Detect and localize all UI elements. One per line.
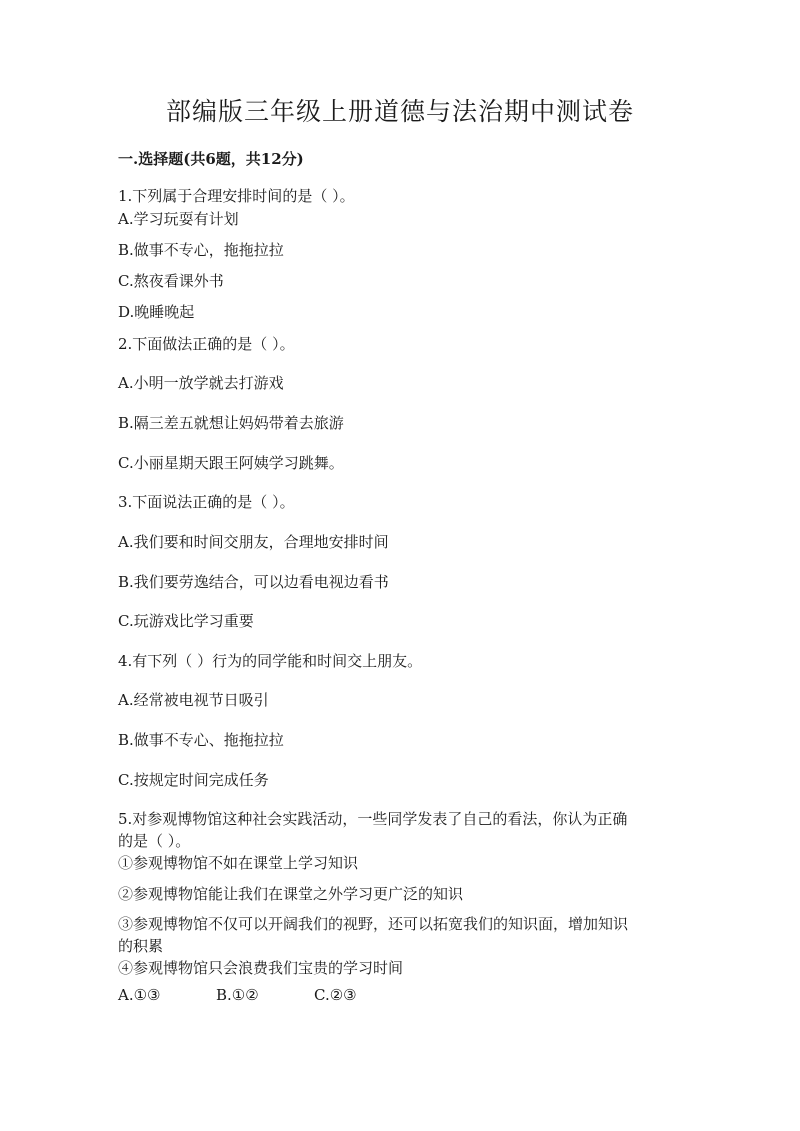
question-5-statement-3-line-2: 的积累 bbox=[118, 937, 164, 955]
question-5-statement-1: ①参观博物馆不如在课堂上学习知识 bbox=[118, 854, 359, 872]
page-title: 部编版三年级上册道德与法治期中测试卷 bbox=[165, 97, 634, 126]
question-3-option-a: A.我们要和时间交朋友，合理地安排时间 bbox=[118, 533, 389, 551]
question-2-option-b: B.隔三差五就想让妈妈带着去旅游 bbox=[118, 414, 344, 432]
question-2-stem: 2.下面做法正确的是（ ）。 bbox=[118, 335, 295, 353]
question-3-stem: 3.下面说法正确的是（ ）。 bbox=[118, 493, 295, 511]
question-5-statement-2: ②参观博物馆能让我们在课堂之外学习更广泛的知识 bbox=[118, 885, 464, 903]
question-1-option-c: C.熬夜看课外书 bbox=[118, 272, 224, 290]
question-5-stem-line-2: 的是（ ）。 bbox=[118, 832, 191, 850]
question-1-option-d: D.晚睡晚起 bbox=[118, 303, 195, 321]
question-4-option-b: B.做事不专心、拖拖拉拉 bbox=[118, 731, 284, 749]
question-1-option-b: B.做事不专心，拖拖拉拉 bbox=[118, 241, 284, 259]
question-5-option-a: A.①③ bbox=[118, 986, 161, 1004]
question-4-stem: 4.有下列（ ）行为的同学能和时间交上朋友。 bbox=[118, 652, 423, 670]
question-2-option-a: A.小明一放学就去打游戏 bbox=[118, 374, 284, 392]
question-4-option-a: A.经常被电视节日吸引 bbox=[118, 691, 269, 709]
section-heading: 一.选择题(共6题，共12分) bbox=[118, 150, 304, 168]
question-4-option-c: C.按规定时间完成任务 bbox=[118, 771, 269, 789]
question-3-option-c: C.玩游戏比学习重要 bbox=[118, 612, 254, 630]
question-5-statement-4: ④参观博物馆只会浪费我们宝贵的学习时间 bbox=[118, 959, 404, 977]
question-5-option-b: B.①② bbox=[216, 986, 259, 1004]
question-1-stem: 1.下列属于合理安排时间的是（ ）。 bbox=[118, 187, 355, 205]
question-5-statement-3-line-1: ③参观博物馆不仅可以开阔我们的视野，还可以拓宽我们的知识面，增加知识 bbox=[118, 915, 629, 933]
question-5-option-c: C.②③ bbox=[314, 986, 357, 1004]
question-3-option-b: B.我们要劳逸结合，可以边看电视边看书 bbox=[118, 573, 389, 591]
question-5-stem-line-1: 5.对参观博物馆这种社会实践活动，一些同学发表了自己的看法，你认为正确 bbox=[118, 810, 628, 828]
question-1-option-a: A.学习玩耍有计划 bbox=[118, 210, 239, 228]
question-2-option-c: C.小丽星期天跟王阿姨学习跳舞。 bbox=[118, 454, 344, 472]
